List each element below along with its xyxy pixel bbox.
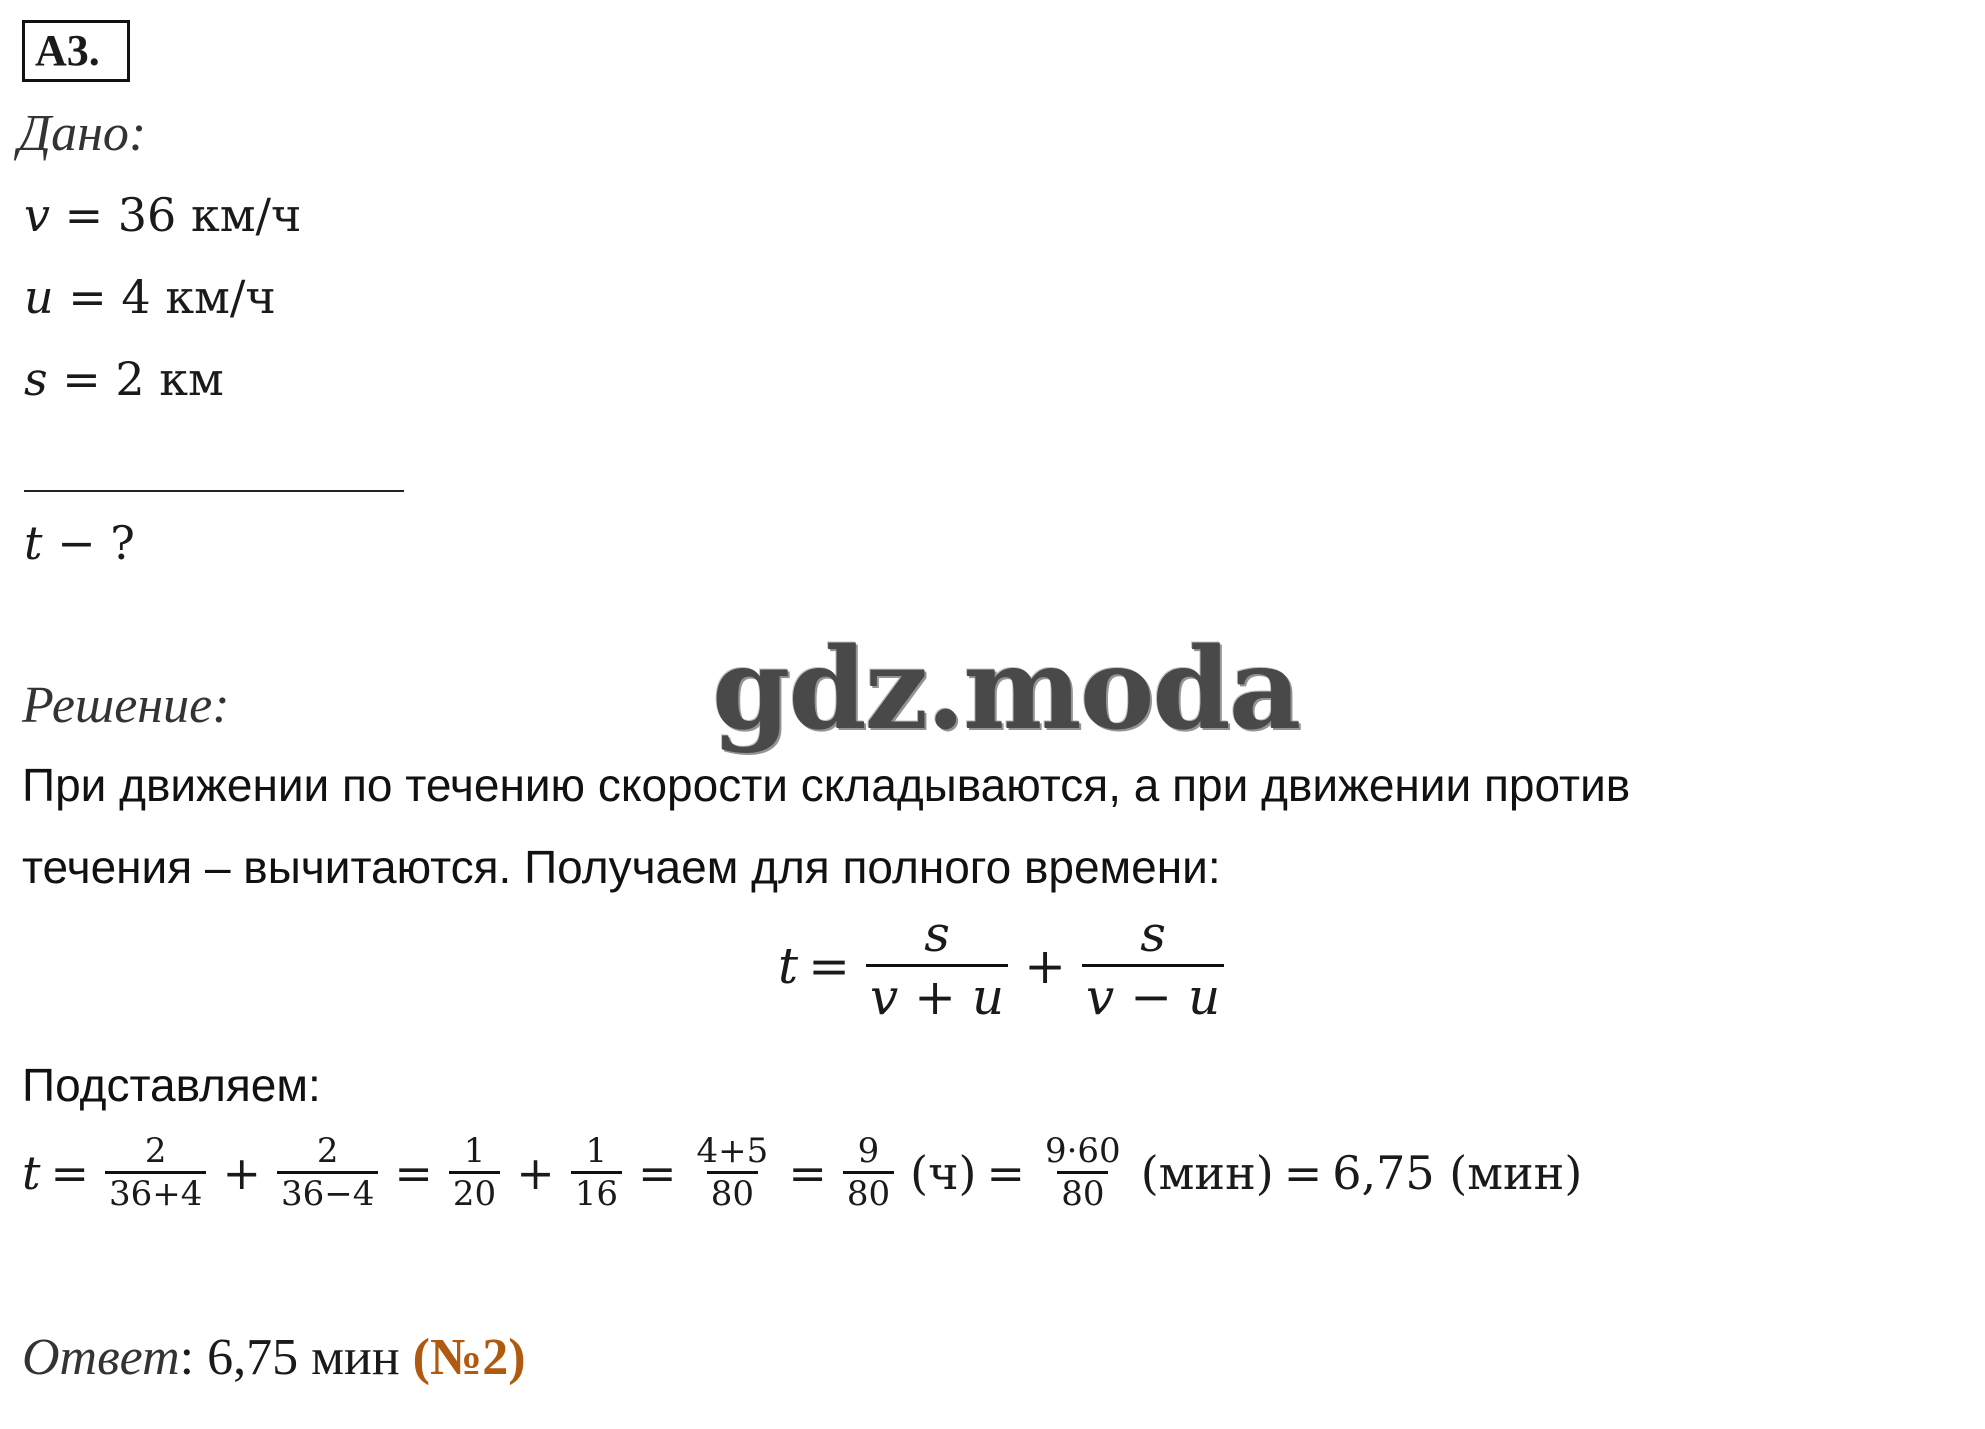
answer-reference: (№2): [412, 1329, 526, 1386]
given-divider: [24, 490, 404, 492]
calc-f7-den: 80: [1057, 1171, 1108, 1215]
solution-heading-text: Решение: [22, 677, 213, 734]
calc-f7-num: 9·60: [1044, 1131, 1121, 1171]
given-heading-text: Дано: [18, 105, 129, 162]
calc-f3-num: 1: [463, 1131, 486, 1171]
calc-fraction-3: [449, 1132, 500, 1215]
given-value-s: = 2 км: [47, 352, 224, 406]
given-var-s: s: [24, 352, 48, 406]
calc-eq-6: =: [1283, 1146, 1323, 1201]
find-question: − ?: [42, 516, 135, 570]
formula-lhs: t: [778, 937, 799, 996]
formula-frac2-numerator: s: [1140, 905, 1166, 963]
formula-frac2-denominator: v − u: [1082, 964, 1224, 1027]
calc-fraction-2: [277, 1132, 378, 1215]
given-line-u: [24, 270, 276, 324]
problem-number: А3.: [22, 20, 130, 82]
formula-equals: =: [808, 937, 850, 996]
calc-fraction-6: [843, 1132, 894, 1215]
calc-eq-4: =: [788, 1146, 827, 1201]
solution-heading: [22, 676, 230, 735]
calc-f6-den: 80: [843, 1171, 894, 1215]
calc-fraction-4: [571, 1132, 622, 1215]
watermark-logo: gdz.moda: [712, 624, 1300, 755]
calc-result: 6,75 (мин): [1332, 1146, 1583, 1201]
calc-plus-1: +: [222, 1146, 261, 1201]
calc-eq-1: =: [50, 1146, 90, 1201]
calc-f4-den: 16: [571, 1171, 622, 1215]
calc-unit-minutes: (мин): [1140, 1146, 1274, 1201]
calc-f2-num: 2: [316, 1131, 339, 1171]
calc-f1-num: 2: [144, 1131, 167, 1171]
calc-fraction-1: [105, 1132, 206, 1215]
formula-frac1-numerator: s: [924, 905, 950, 963]
given-value-v: = 36 км/ч: [50, 188, 302, 242]
time-formula: [778, 906, 1230, 1027]
given-var-u: u: [24, 270, 54, 324]
solution-paragraph-line-2: течения – вычитаются. Получаем для полного времени:: [22, 841, 1221, 893]
find-var: t: [24, 516, 43, 570]
given-heading-colon: :: [128, 105, 147, 162]
calc-f4-num: 1: [585, 1131, 608, 1171]
calc-f2-den: 36−4: [277, 1171, 378, 1215]
calc-f3-den: 20: [449, 1171, 500, 1215]
calc-f1-den: 36+4: [105, 1171, 206, 1215]
formula-fraction-2: [1082, 906, 1224, 1027]
given-heading: [18, 104, 146, 163]
given-line-s: [24, 352, 224, 406]
substitute-label: Подставляем:: [22, 1059, 321, 1111]
answer-label: Ответ: [22, 1329, 180, 1386]
answer-value: 6,75 мин: [194, 1329, 413, 1386]
calc-f5-num: 4+5: [696, 1131, 769, 1171]
calc-lhs: t: [22, 1146, 41, 1201]
solution-paragraph-line-1: При движении по течению скорости складываются, а при движении против: [22, 759, 1631, 811]
calc-plus-2: +: [516, 1146, 555, 1201]
solution-heading-colon: :: [212, 677, 230, 734]
calculation-line: [22, 1132, 1582, 1215]
answer-line: [22, 1328, 526, 1387]
given-line-v: [24, 188, 301, 242]
calc-f5-den: 80: [707, 1171, 758, 1215]
given-value-u: = 4 км/ч: [53, 270, 276, 324]
calc-unit-hours: (ч): [910, 1146, 977, 1201]
calc-eq-5: =: [986, 1146, 1025, 1201]
answer-colon: :: [179, 1329, 195, 1386]
given-var-v: v: [24, 188, 50, 242]
calc-fraction-7: [1041, 1132, 1125, 1215]
formula-plus: +: [1024, 937, 1067, 996]
calc-eq-3: =: [638, 1146, 677, 1201]
find-line: [24, 516, 135, 570]
formula-fraction-1: [866, 906, 1008, 1027]
calc-f6-num: 9: [857, 1131, 880, 1171]
calc-fraction-5: [693, 1132, 773, 1215]
calc-eq-2: =: [394, 1146, 433, 1201]
formula-frac1-denominator: v + u: [866, 964, 1008, 1027]
